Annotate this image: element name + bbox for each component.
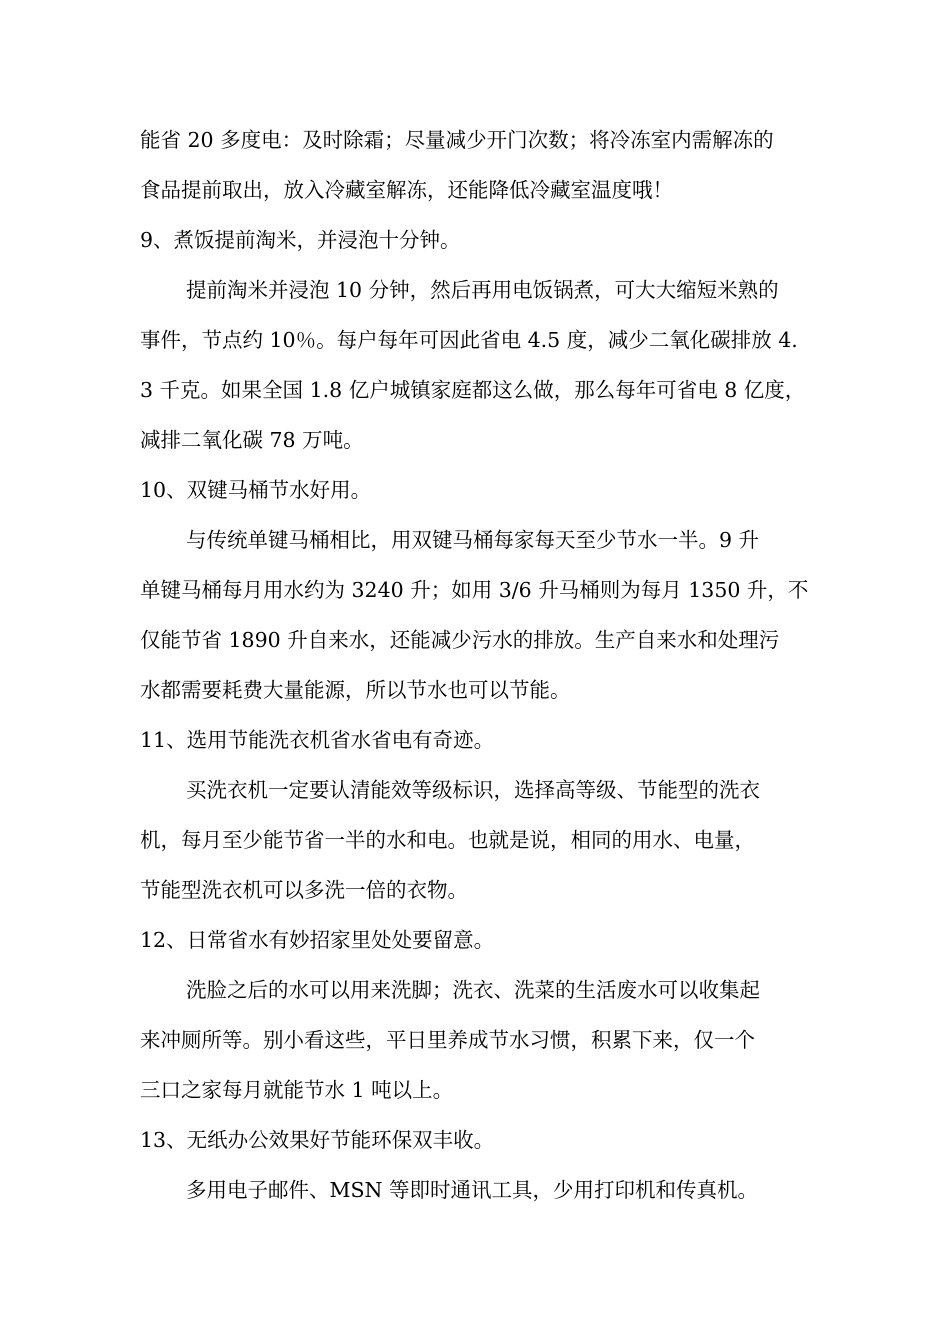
body-text-line: 水都需要耗费大量能源，所以节水也可以节能。 — [140, 678, 571, 702]
section-heading-12: 12、日常省水有妙招家里处处要留意。 — [140, 928, 495, 952]
section-heading-13: 13、无纸办公效果好节能环保双丰收。 — [140, 1128, 495, 1152]
body-text-line: 食品提前取出，放入冷藏室解冻，还能降低冷藏室温度哦！ — [140, 178, 673, 202]
paragraph-first-line: 与传统单键马桶相比，用双键马桶每家每天至少节水一半。9 升 — [186, 528, 760, 552]
body-text-line: 事件，节点约 10％。每户每年可因此省电 4.5 度，减少二氧化碳排放 4. — [140, 328, 798, 352]
paragraph-first-line: 多用电子邮件、MSN 等即时通讯工具，少用打印机和传真机。 — [186, 1178, 758, 1202]
body-text-line: 减排二氧化碳 78 万吨。 — [140, 428, 364, 452]
section-heading-11: 11、选用节能洗衣机省水省电有奇迹。 — [140, 728, 495, 752]
section-heading-9: 9、煮饭提前淘米，并浸泡十分钟。 — [140, 228, 461, 252]
body-text-line: 能省 20 多度电：及时除霜；尽量减少开门次数；将冷冻室内需解冻的 — [140, 128, 774, 152]
body-text-line: 机，每月至少能节省一半的水和电。也就是说，相同的用水、电量， — [140, 828, 755, 852]
body-text-line: 节能型洗衣机可以多洗一倍的衣物。 — [140, 878, 468, 902]
paragraph-first-line: 买洗衣机一定要认清能效等级标识，选择高等级、节能型的洗衣 — [186, 778, 760, 802]
body-text-line: 三口之家每月就能节水 1 吨以上。 — [140, 1078, 454, 1102]
paragraph-first-line: 洗脸之后的水可以用来洗脚；洗衣、洗菜的生活废水可以收集起 — [186, 978, 760, 1002]
body-text-line: 单键马桶每月用水约为 3240 升；如用 3/6 升马桶则为每月 1350 升，不 — [140, 578, 809, 602]
body-text-line: 3 千克。如果全国 1.8 亿户城镇家庭都这么做，那么每年可省电 8 亿度， — [140, 378, 806, 402]
body-text-line: 来冲厕所等。别小看这些，平日里养成节水习惯，积累下来，仅一个 — [140, 1028, 755, 1052]
paragraph-first-line: 提前淘米并浸泡 10 分钟，然后再用电饭锅煮，可大大缩短米熟的 — [186, 278, 779, 302]
section-heading-10: 10、双键马桶节水好用。 — [140, 478, 372, 502]
body-text-line: 仅能节省 1890 升自来水，还能减少污水的排放。生产自来水和处理污 — [140, 628, 780, 652]
